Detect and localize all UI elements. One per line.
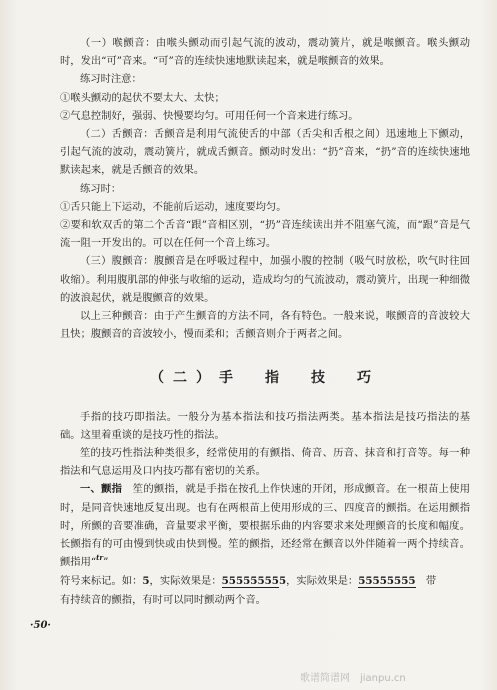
practice-note-heading: 练习时： xyxy=(80,182,122,195)
practice-note-item: ②气息控制好，强弱、快慢要均匀。可用任何一个音来进行练习。 xyxy=(60,109,359,122)
para-trill-finger xyxy=(60,480,470,572)
section-heading: （二）手 指 技 巧 xyxy=(150,370,380,387)
page-number: ·50· xyxy=(30,620,51,631)
para-throat-trill: （一）喉颤音：由喉头颤动而引起气流的波动，震动簧片，就是喉颤音。喉头颤动时，发出“可”音来。“可”音的连续快速地默读起来，就是喉颤音的效果。 xyxy=(60,37,470,68)
example-note-1: 5 xyxy=(142,575,150,588)
trill-symbol: tr xyxy=(96,553,104,563)
practice-note-item: ②要和软双舌的第二个舌音“跟”音相区别，“扔”音连续读出并不阻塞气流，而“跟”音是气流一阻一开发出的。可以在任何一个音上练习。 xyxy=(60,219,470,250)
subheading-trill-finger: 一、颤指 xyxy=(80,483,123,496)
practice-note-item: ①喉头颤动的起伏不要太大、太快； xyxy=(60,91,225,104)
site-watermark: 歌谱简谱网 jianpu.cn xyxy=(300,673,406,684)
example-mid-2: ，实际效果是： xyxy=(286,575,359,588)
para-abdomen-trill: （三）腹颤音：腹颤音是在呼吸过程中，加强小腹的控制（吸气时放松，吹气时往回收缩）。利用腹肌部的伸张与收缩的运动，造成均匀的气流波动，震动簧片，出现一种细微的波浪起伏，就是腹颤音的效果。 xyxy=(60,255,470,304)
example-mid-1: ，实际效果是： xyxy=(149,575,222,588)
page-text xyxy=(60,34,470,609)
trill-last-line: 有持续音的颤指，有时可以同时颤动两个音。 xyxy=(60,593,266,606)
trill-finger-tail: ” xyxy=(103,556,109,569)
practice-note-item: ①舌只能上下运动，不能前后运动，速度要均匀。 xyxy=(60,200,287,213)
para-finger-types: 笙的技巧性指法种类很多，经常使用的有颤指、倚音、历音、抹音和打音等。每一种指法和气息运用及口内技巧都有密切的关系。 xyxy=(60,447,470,478)
example-result-1: 55555555 xyxy=(221,575,279,588)
example-dot-note: 5 xyxy=(278,575,287,588)
para-trill-summary: 以上三种颤音：由于产生颤音的方法不同，各有特色。一般来说，喉颤音的音波较大且快；腹颤音的音波较小，慢而柔和；舌颤音则介于两者之间。 xyxy=(60,310,470,341)
practice-note-heading: 练习时注意： xyxy=(80,73,142,86)
example-result-2: 55555555 xyxy=(358,575,416,588)
trill-example-line xyxy=(60,572,470,590)
para-tongue-trill: （二）舌颤音：舌颤音是利用气流使舌的中部（舌尖和舌根之间）迅速地上下颤动，引起气流的波动，震动簧片，就成舌颤音。颤动时发出：“扔”音来，“扔”音的连续快速地默读起来，就是舌颤音的效果。 xyxy=(60,128,470,177)
example-prefix: 符号来标记。如： xyxy=(60,575,143,588)
example-tail: 带 xyxy=(425,575,437,588)
trill-finger-body: 笙的颤指，就是手指在按孔上作快速的开闭，形成颤音。在一根苗上使用时，是同音快速地反复出现。也有在两根苗上使用形成的三、四度音的颤指。在运用颤指时，所颤的音要准确，音量要求平衡，要根据乐曲的内容要求来处理颤音的长度和幅度。长颤指有的可由慢到快或由快到慢。笙的颤指，还经常在颤音以外伴随着一两个持续音。颤指用“ xyxy=(60,483,471,569)
para-finger-intro: 手指的技巧即指法。一般分为基本指法和技巧指法两类。基本指法是技巧指法的基础。这里着重谈的是技巧性的指法。 xyxy=(60,410,470,441)
